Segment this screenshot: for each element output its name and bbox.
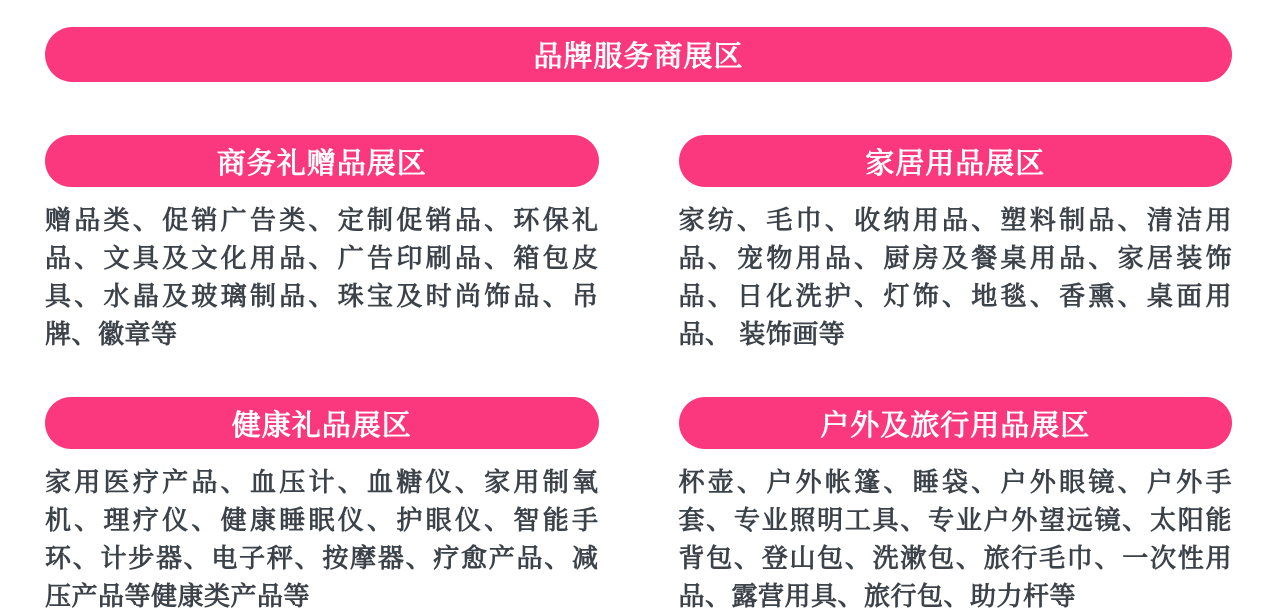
zones-grid [45,135,1232,615]
zone-business-gifts [45,135,599,353]
zone-outdoor-travel-description: 杯壶、户外帐篷、睡袋、户外眼镜、户外手套、专业照明工具、专业户外望远镜、太阳能背包、登山包、洗漱包、旅行毛巾、一次性用品、露营用具、旅行包、助力杆等 [678,467,1232,611]
zone-business-gifts-description: 赠品类、促销广告类、定制促销品、环保礼品、文具及文化用品、广告印刷品、箱包皮具、水晶及玻璃制品、珠宝及时尚饰品、吊牌、徽章等 [45,205,599,349]
zone-health-gifts-banner [45,397,599,449]
zone-health-gifts-title: 健康礼品展区 [231,409,412,442]
zone-home-goods-title: 家居用品展区 [865,147,1046,180]
zone-business-gifts-title: 商务礼赠品展区 [216,147,427,180]
zone-home-goods-description: 家纺、毛巾、收纳用品、塑料制品、清洁用品、宠物用品、厨房及餐桌用品、家居装饰品、日化洗护、灯饰、地毯、香熏、桌面用品、 装饰画等 [678,205,1232,349]
main-banner [45,27,1232,82]
zone-outdoor-travel-banner [679,397,1233,449]
zone-business-gifts-banner [45,135,599,187]
zone-health-gifts-description: 家用医疗产品、血压计、血糖仪、家用制氧机、理疗仪、健康睡眠仪、护眼仪、智能手环、计步器、电子秤、按摩器、疗愈产品、减压产品等健康类产品等 [45,467,599,611]
zone-home-goods [679,135,1233,353]
zone-home-goods-banner [679,135,1233,187]
zone-health-gifts [45,397,599,615]
zone-outdoor-travel-title: 户外及旅行用品展区 [820,409,1091,442]
main-banner-title: 品牌服务商展区 [533,41,744,73]
zone-outdoor-travel [679,397,1233,615]
